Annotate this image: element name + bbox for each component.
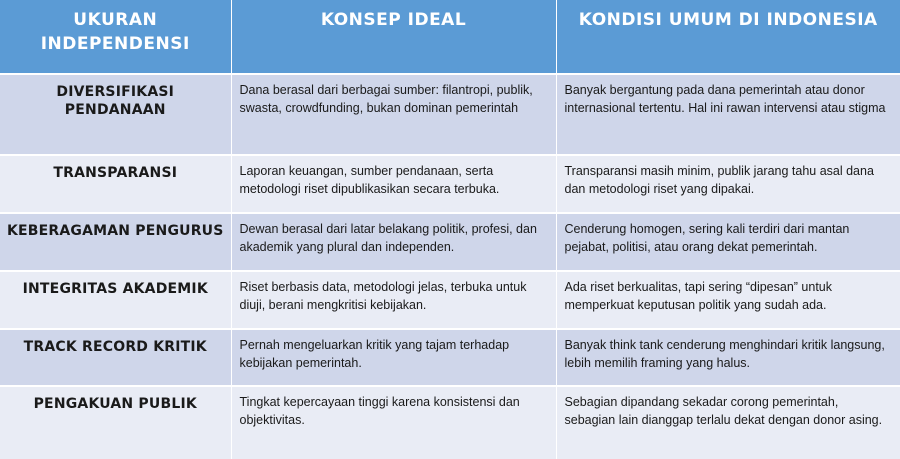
table-header <box>0 0 900 74</box>
table-row <box>0 271 900 329</box>
table-row <box>0 386 900 459</box>
table-row <box>0 213 900 271</box>
header-indonesia-condition: KONDISI UMUM DI INDONESIA <box>556 0 900 74</box>
condition-cell: Cenderung homogen, sering kali terdiri dari mantan pejabat, politisi, atau orang dekat pemerintah. <box>556 213 900 271</box>
header-ideal-concept: KONSEP IDEAL <box>231 0 556 74</box>
condition-cell: Banyak think tank cenderung menghindari kritik langsung, lebih memilih framing yang halus. <box>556 329 900 386</box>
ideal-cell: Dewan berasal dari latar belakang politik, profesi, dan akademik yang plural dan independen. <box>231 213 556 271</box>
measure-cell: PENGAKUAN PUBLIK <box>0 386 231 459</box>
measure-cell: KEBERAGAMAN PENGURUS <box>0 213 231 271</box>
condition-cell: Sebagian dipandang sekadar corong pemerintah, sebagian lain dianggap terlalu dekat dengan donor asing. <box>556 386 900 459</box>
table-row <box>0 74 900 155</box>
condition-cell: Transparansi masih minim, publik jarang tahu asal dana dan metodologi riset yang dipakai. <box>556 155 900 213</box>
ideal-cell: Riset berbasis data, metodologi jelas, terbuka untuk diuji, berani mengkritisi kebijakan. <box>231 271 556 329</box>
condition-cell: Banyak bergantung pada dana pemerintah atau donor internasional tertentu. Hal ini rawan intervensi atau stigma <box>556 74 900 155</box>
header-row <box>0 0 900 74</box>
measure-cell: INTEGRITAS AKADEMIK <box>0 271 231 329</box>
ideal-cell: Pernah mengeluarkan kritik yang tajam terhadap kebijakan pemerintah. <box>231 329 556 386</box>
ideal-cell: Laporan keuangan, sumber pendanaan, serta metodologi riset dipublikasikan secara terbuka. <box>231 155 556 213</box>
measure-cell: TRANSPARANSI <box>0 155 231 213</box>
measure-cell: DIVERSIFIKASI PENDANAAN <box>0 74 231 155</box>
header-measure: UKURAN INDEPENDENSI <box>0 0 231 74</box>
ideal-cell: Dana berasal dari berbagai sumber: filantropi, publik, swasta, crowdfunding, bukan dominan pemerintah <box>231 74 556 155</box>
condition-cell: Ada riset berkualitas, tapi sering “dipesan” untuk memperkuat keputusan politik yang sudah ada. <box>556 271 900 329</box>
ideal-cell: Tingkat kepercayaan tinggi karena konsistensi dan objektivitas. <box>231 386 556 459</box>
table-row <box>0 155 900 213</box>
measure-cell: TRACK RECORD KRITIK <box>0 329 231 386</box>
table-row <box>0 329 900 386</box>
table-body <box>0 74 900 459</box>
